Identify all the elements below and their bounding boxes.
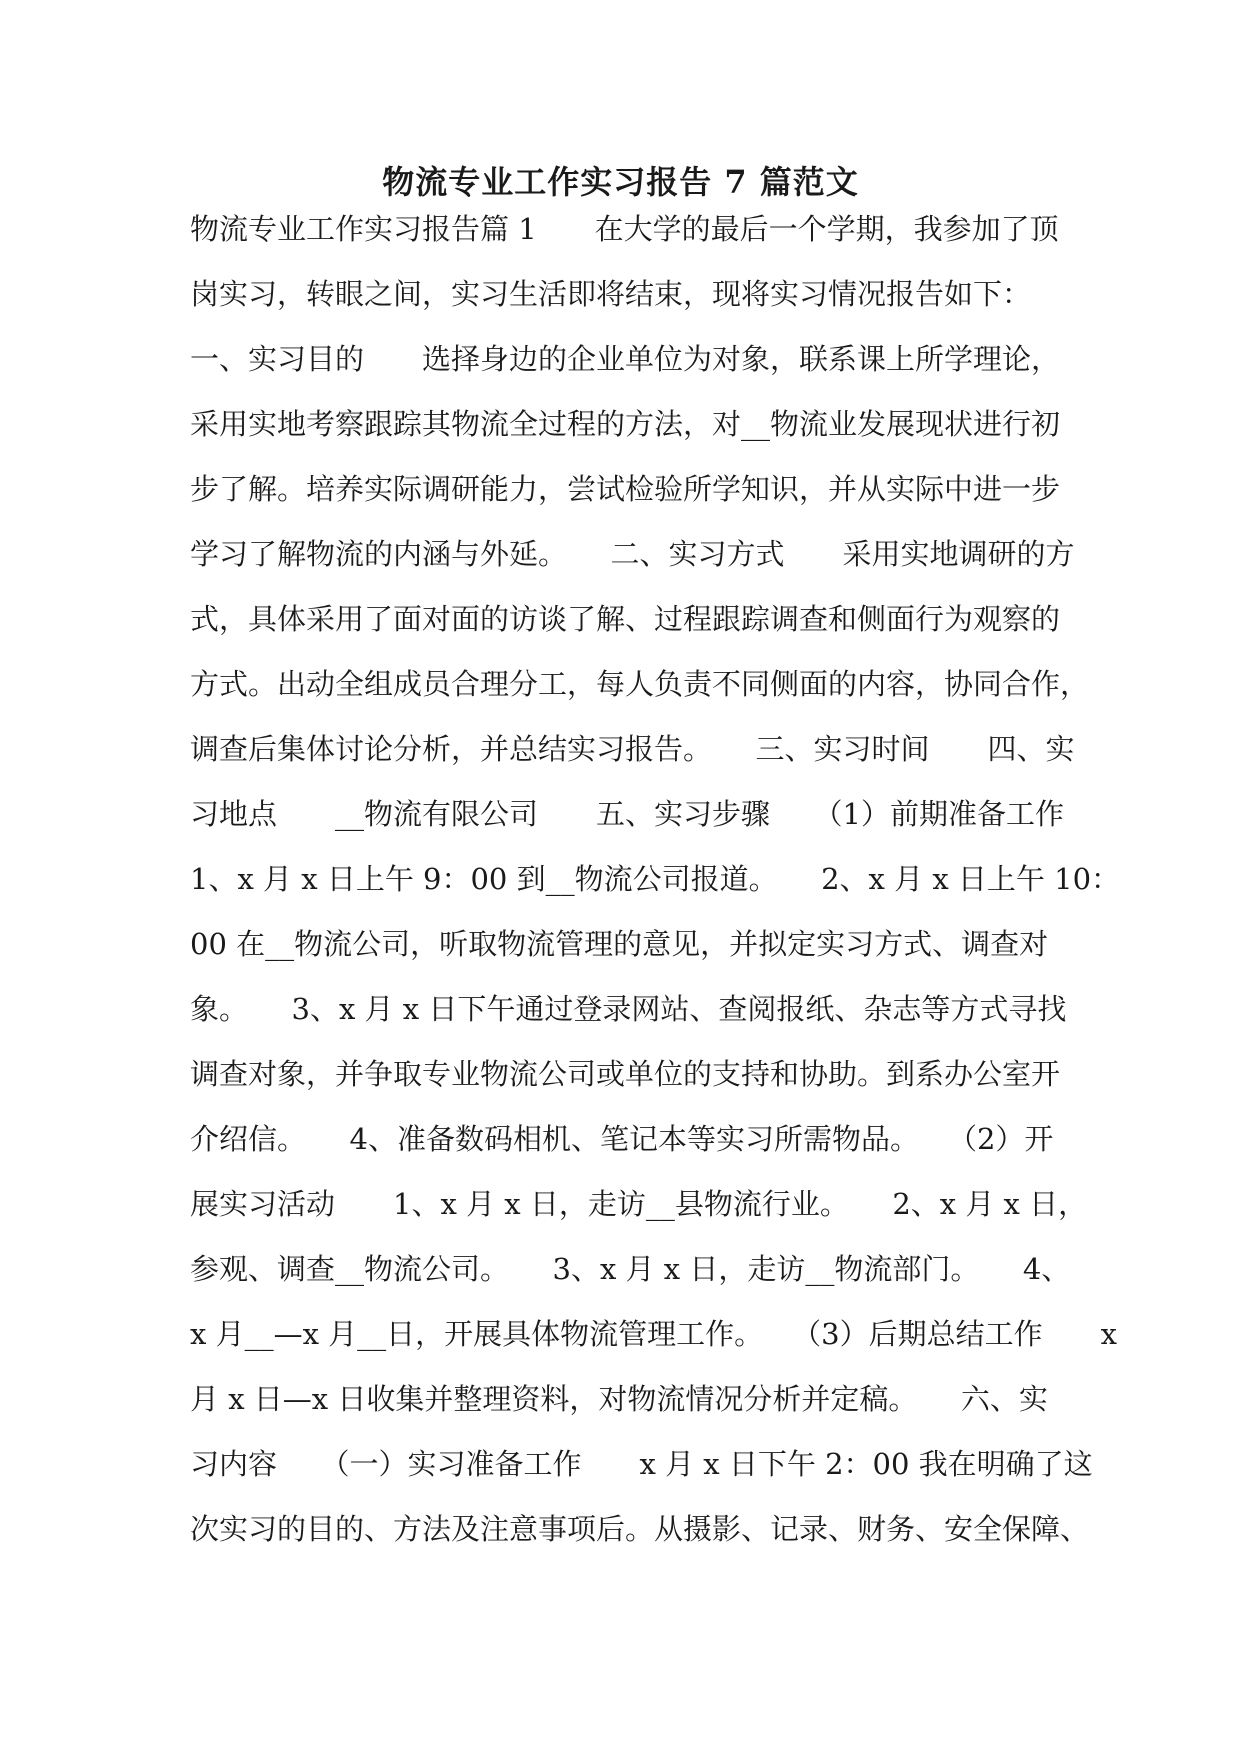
- paragraph-line-19: 月 x 日—x 日收集并整理资料，对物流情况分析并定稿。 六、实: [190, 1382, 1048, 1416]
- paragraph-line-2: 岗实习，转眼之间，实习生活即将结束，现将实习情况报告如下：: [190, 277, 1032, 311]
- paragraph-line-6: 学习了解物流的内涵与外延。 二、实习方式 采用实地调研的方: [190, 537, 1075, 571]
- paragraph-line-5: 步了解。培养实际调研能力，尝试检验所学知识，并从实际中进一步: [190, 472, 1061, 506]
- paragraph-line-11: 1、x 月 x 日上午 9：00 到__物流公司报道。 2、x 月 x 日上午 10：: [190, 862, 1121, 896]
- paragraph-line-1: 物流专业工作实习报告篇 1 在大学的最后一个学期，我参加了顶: [190, 212, 1059, 246]
- paragraph-line-16: 展实习活动 1、x 月 x 日，走访__县物流行业。 2、x 月 x 日，: [190, 1187, 1088, 1221]
- paragraph-line-4: 采用实地考察跟踪其物流全过程的方法，对__物流业发展现状进行初: [190, 407, 1061, 441]
- paragraph-line-14: 调查对象，并争取专业物流公司或单位的支持和协助。到系办公室开: [190, 1057, 1061, 1091]
- paragraph-line-7: 式，具体采用了面对面的访谈了解、过程跟踪调查和侧面行为观察的: [190, 602, 1061, 636]
- paragraph-line-17: 参观、调查__物流公司。 3、x 月 x 日，走访__物流部门。 4、: [190, 1252, 1071, 1286]
- paragraph-line-3: 一、实习目的 选择身边的企业单位为对象，联系课上所学理论，: [190, 342, 1061, 376]
- paragraph-line-15: 介绍信。 4、准备数码相机、笔记本等实习所需物品。 （2）开: [190, 1122, 1054, 1156]
- paragraph-line-13: 象。 3、x 月 x 日下午通过登录网站、查阅报纸、杂志等方式寻找: [190, 992, 1067, 1026]
- paragraph-line-21: 次实习的目的、方法及注意事项后。从摄影、记录、财务、安全保障、: [190, 1512, 1090, 1546]
- paragraph-line-12: 00 在__物流公司，听取物流管理的意见，并拟定实习方式、调查对: [190, 927, 1049, 961]
- paragraph-line-20: 习内容 （一）实习准备工作 x 月 x 日下午 2：00 我在明确了这: [190, 1447, 1093, 1481]
- paragraph-line-8: 方式。出动全组成员合理分工，每人负责不同侧面的内容，协同合作，: [190, 667, 1090, 701]
- paragraph-line-10: 习地点 __物流有限公司 五、实习步骤 （1）前期准备工作: [190, 797, 1064, 831]
- document-title: 物流专业工作实习报告 7 篇范文: [382, 163, 859, 201]
- paragraph-line-9: 调查后集体讨论分析，并总结实习报告。 三、实习时间 四、实: [190, 732, 1075, 766]
- paragraph-line-18: x 月__—x 月__日，开展具体物流管理工作。 （3）后期总结工作 x: [190, 1317, 1117, 1351]
